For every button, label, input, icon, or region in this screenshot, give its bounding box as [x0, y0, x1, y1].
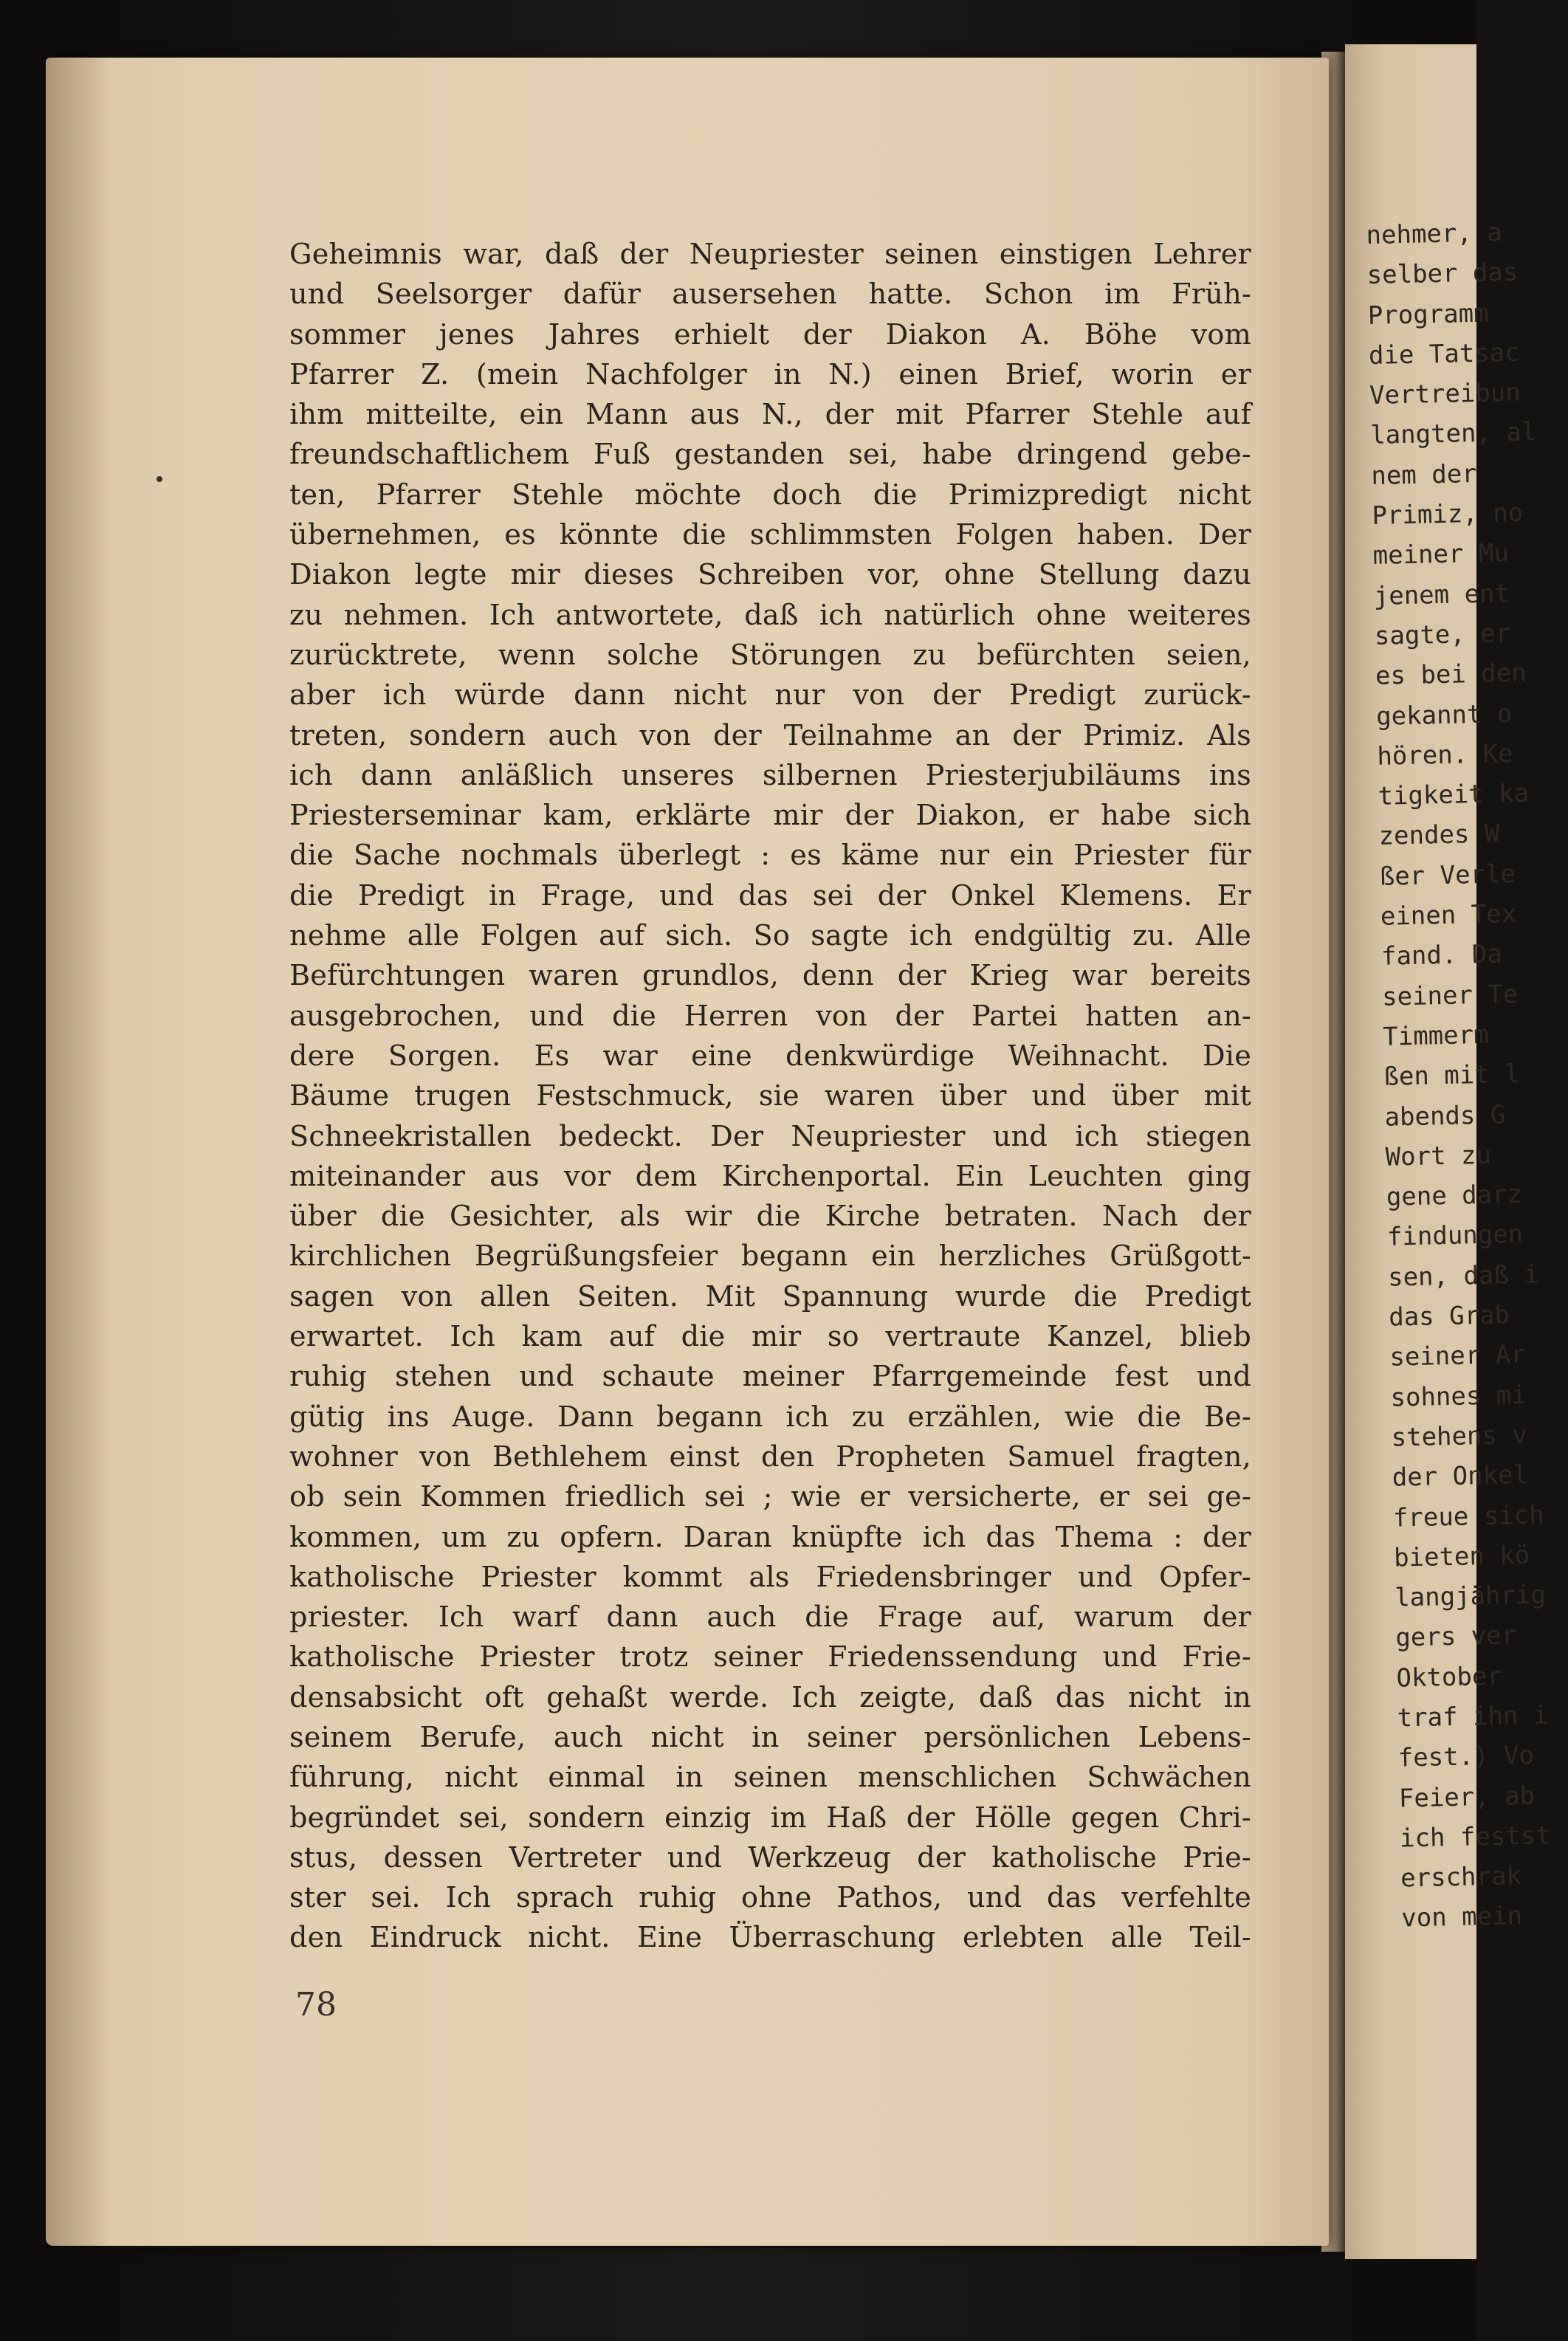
- facing-text-line: Oktober: [1396, 1661, 1503, 1694]
- facing-text-line: meiner Mu: [1372, 538, 1510, 571]
- facing-text-line: tigkeit ka: [1378, 778, 1530, 811]
- facing-text-line: hören. Ke: [1376, 738, 1513, 771]
- text-line: Pfarrer Z. (mein Nachfolger in N.) einen Brief, worin er: [289, 358, 1251, 391]
- page-body-text: [289, 235, 1251, 1959]
- facing-text-line: der Onkel: [1392, 1460, 1529, 1493]
- facing-text-line: die Tatsac: [1368, 337, 1521, 371]
- text-line: katholische Priester trotz seiner Friedenssendung und Frie-: [289, 1641, 1251, 1674]
- facing-text-line: gekannt o: [1375, 698, 1513, 732]
- facing-text-line: seiner Ar: [1389, 1340, 1527, 1372]
- text-line: stus, dessen Vertreter und Werkzeug der katholische Prie-: [289, 1841, 1251, 1874]
- facing-text-line: selber das: [1366, 257, 1519, 291]
- facing-text-line: Feier, ab: [1398, 1781, 1536, 1814]
- text-line: die Sache nochmals überlegt : es käme nur ein Priester für: [289, 839, 1251, 873]
- text-line: kirchlichen Begrüßungsfeier begann ein herzliches Grüßgott-: [289, 1240, 1251, 1273]
- facing-text-line: ßer Verle: [1379, 859, 1516, 892]
- text-line: seinem Berufe, auch nicht in seiner persönlichen Lebens-: [289, 1721, 1251, 1754]
- facing-text-line: gers ver: [1395, 1620, 1517, 1653]
- text-line: Befürchtungen waren grundlos, denn der Krieg war bereits: [289, 960, 1251, 993]
- facing-text-line: abends G: [1384, 1099, 1506, 1132]
- text-line: ruhig stehen und schaute meiner Pfarrgemeinde fest und: [289, 1361, 1251, 1394]
- text-line: den Eindruck nicht. Eine Überraschung erlebten alle Teil-: [289, 1922, 1251, 1955]
- facing-text-line: langjährig: [1394, 1580, 1547, 1613]
- page-gutter-shadow: [46, 58, 109, 2246]
- text-line: aber ich würde dann nicht nur von der Predigt zurück-: [289, 679, 1251, 712]
- facing-text-line: gene darz: [1386, 1179, 1523, 1212]
- text-line: katholische Priester kommt als Friedensbringer und Opfer-: [289, 1561, 1251, 1594]
- facing-text-line: Programm: [1367, 298, 1489, 331]
- facing-page: [1345, 44, 1552, 2259]
- facing-text-line: freue sich: [1392, 1499, 1545, 1533]
- text-line: densabsicht oft gehaßt werde. Ich zeigte, daß das nicht in: [289, 1681, 1251, 1714]
- page-number: 78: [295, 1986, 337, 2024]
- facing-text-line: ich festst: [1399, 1821, 1552, 1854]
- text-line: Priesterseminar kam, erklärte mir der Diakon, er habe sich: [289, 800, 1251, 833]
- text-line: wohner von Bethlehem einst den Propheten Samuel fragten,: [289, 1440, 1251, 1474]
- facing-text-line: sagte, er: [1374, 618, 1511, 651]
- text-line: ich dann anläßlich unseres silbernen Priesterjubiläums ins: [289, 759, 1251, 792]
- facing-text-line: ßen mit l: [1383, 1059, 1521, 1092]
- facing-text-line: einen Tex: [1380, 898, 1517, 932]
- text-line: Geheimnis war, daß der Neupriester seinen einstigen Lehrer: [289, 238, 1251, 271]
- facing-text-line: nem der: [1370, 458, 1478, 491]
- text-line: zurücktrete, wenn solche Störungen zu befürchten seien,: [289, 639, 1251, 672]
- facing-text-line: sohnes mi: [1390, 1380, 1527, 1413]
- facing-text-line: nehmer, a: [1366, 218, 1503, 250]
- text-line: Schneekristallen bedeckt. Der Neupriester und ich stiegen: [289, 1120, 1251, 1153]
- facing-text-line: sen, daß i: [1387, 1259, 1540, 1293]
- facing-text-line: Wort zu: [1385, 1140, 1492, 1172]
- facing-text-line: stehens v: [1391, 1420, 1528, 1453]
- text-line: dere Sorgen. Es war eine denkwürdige Weihnacht. Die: [289, 1039, 1251, 1073]
- facing-text-line: Primiz, no: [1372, 498, 1524, 531]
- text-line: ihm mitteilte, ein Mann aus N., der mit Pfarrer Stehle auf: [289, 399, 1251, 432]
- facing-text-line: findungen: [1386, 1220, 1524, 1253]
- text-line: kommen, um zu opfern. Daran knüpfte ich das Thema : der: [289, 1521, 1251, 1554]
- facing-page-text: [1366, 213, 1552, 1939]
- text-line: treten, sondern auch von der Teilnahme an der Primiz. Als: [289, 719, 1251, 752]
- text-line: nehme alle Folgen auf sich. So sagte ich endgültig zu. Alle: [289, 920, 1251, 953]
- facing-text-line: langten, al: [1369, 417, 1537, 451]
- text-line: sagen von allen Seiten. Mit Spannung wurde die Predigt: [289, 1280, 1251, 1313]
- text-line: sommer jenes Jahres erhielt der Diakon A. Böhe vom: [289, 318, 1251, 351]
- facing-text-line: von mein: [1400, 1901, 1523, 1933]
- facing-text-line: erschrak: [1400, 1861, 1522, 1894]
- text-line: führung, nicht einmal in seinen menschlichen Schwächen: [289, 1761, 1251, 1795]
- text-line: ster sei. Ich sprach ruhig ohne Pathos, und das verfehlte: [289, 1882, 1251, 1915]
- text-line: zu nehmen. Ich antwortete, daß ich natürlich ohne weiteres: [289, 599, 1251, 632]
- text-line: übernehmen, es könnte die schlimmsten Folgen haben. Der: [289, 519, 1251, 552]
- text-line: Diakon legte mir dieses Schreiben vor, ohne Stellung dazu: [289, 559, 1251, 592]
- text-line: die Predigt in Frage, und das sei der Onkel Klemens. Er: [289, 879, 1251, 912]
- facing-text-line: jenem ent: [1373, 578, 1510, 611]
- text-line: ausgebrochen, und die Herren von der Partei hatten an-: [289, 1000, 1251, 1033]
- facing-text-line: es bei den: [1375, 658, 1527, 692]
- text-line: miteinander aus vor dem Kirchenportal. Ein Leuchten ging: [289, 1160, 1251, 1193]
- facing-text-line: fest.) Vo: [1397, 1740, 1535, 1773]
- facing-text-line: bieten kö: [1393, 1540, 1530, 1573]
- facing-text-line: Timmerm: [1382, 1020, 1489, 1052]
- text-line: priester. Ich warf dann auch die Frage auf, warum der: [289, 1601, 1251, 1634]
- text-line: und Seelsorger dafür ausersehen hatte. Schon im Früh-: [289, 278, 1251, 312]
- text-line: ten, Pfarrer Stehle möchte doch die Primizpredigt nicht: [289, 478, 1251, 512]
- text-line: freundschaftlichem Fuß gestanden sei, habe dringend gebe-: [289, 439, 1251, 472]
- text-line: begründet sei, sondern einzig im Haß der Hölle gegen Chri-: [289, 1801, 1251, 1835]
- facing-text-line: das Grab: [1388, 1300, 1510, 1333]
- text-line: ob sein Kommen friedlich sei ; wie er versicherte, er sei ge-: [289, 1481, 1251, 1514]
- text-line: erwartet. Ich kam auf die mir so vertraute Kanzel, blieb: [289, 1321, 1251, 1354]
- text-line: über die Gesichter, als wir die Kirche betraten. Nach der: [289, 1200, 1251, 1234]
- facing-text-line: traf ihn i: [1397, 1700, 1549, 1733]
- facing-text-line: seiner Te: [1381, 979, 1519, 1012]
- text-line: Bäume trugen Festschmuck, sie waren über und über mit: [289, 1080, 1251, 1113]
- facing-text-line: Vertreibun: [1369, 377, 1521, 411]
- facing-text-line: zendes W: [1378, 819, 1500, 852]
- text-line: gütig ins Auge. Dann begann ich zu erzählen, wie die Be-: [289, 1400, 1251, 1434]
- facing-text-line: fand. Da: [1380, 939, 1503, 972]
- ink-speck: [157, 476, 162, 482]
